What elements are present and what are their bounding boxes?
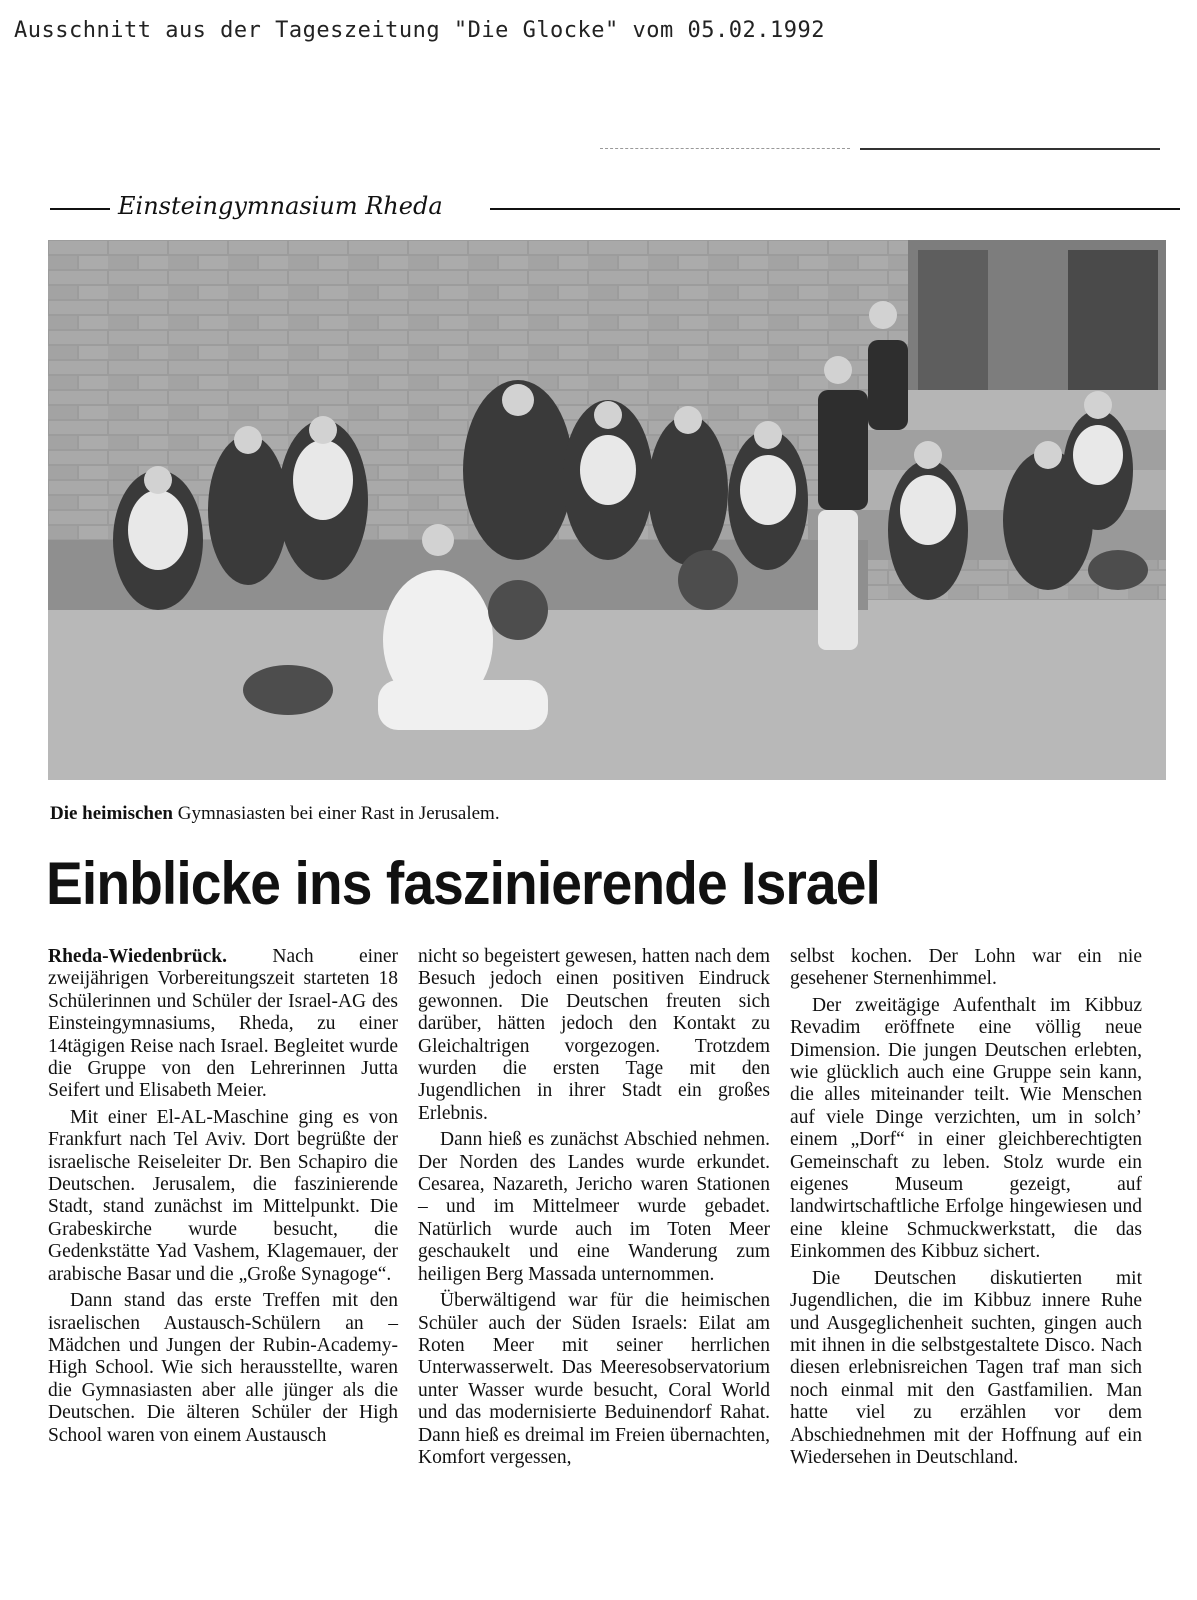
article-column-1 bbox=[48, 946, 398, 1447]
clipping-source-note: Ausschnitt aus der Tageszeitung "Die Glocke" vom 05.02.1992 bbox=[14, 18, 825, 43]
photo-caption bbox=[50, 803, 500, 825]
article-paragraph bbox=[48, 946, 398, 1103]
article-headline: Einblicke ins faszinierende Israel bbox=[46, 850, 880, 917]
section-kicker bbox=[50, 192, 1180, 224]
kicker-rule-right bbox=[490, 208, 1180, 210]
article-paragraph: Überwältigend war für die heimischen Schüler auch der Süden Israels: Eilat am Roten Meer mit seiner herrlichen Unterwasserwelt. Das Meeresobservatorium unter Wasser wurde besucht, Coral World und das modernisierte Beduinendorf Rahat. Dann hieß es dreimal im Freien übernachten, Komfort vergessen, bbox=[418, 1290, 770, 1468]
paragraph-text: Nach einer zweijährigen Vorbereitungszeit starteten 18 Schülerinnen und Schüler der Israel-AG des Einsteingymnasiums, Rheda, zu einer 14tägigen Reise nach Israel. Begleitet wurde die Gruppe von den Lehrerinnen Jutta Seifert und Elisabeth Meier. bbox=[48, 946, 398, 1102]
dateline: Rheda-Wiedenbrück. bbox=[48, 946, 227, 967]
photo-caption-bold: Die heimischen bbox=[50, 803, 173, 824]
kicker-label: Einsteingymnasium Rheda bbox=[118, 192, 443, 220]
article-paragraph: Dann hieß es zunächst Abschied nehmen. Der Norden des Landes wurde erkundet. Cesarea, Nazareth, Jericho waren Stationen – und im Mittelmeer wurde gebadet. Natürlich wurde auch im Toten Meer geschaukelt und eine Wanderung zum heiligen Berg Massada unternommen. bbox=[418, 1129, 770, 1285]
article-column-2 bbox=[418, 946, 770, 1469]
scan-edge-rule bbox=[860, 148, 1160, 150]
photo-caption-rest: Gymnasiasten bei einer Rast in Jerusalem. bbox=[172, 803, 500, 824]
photo-illustration bbox=[48, 240, 1166, 780]
article-paragraph: nicht so begeistert gewesen, hatten nach dem Besuch jedoch einen positiven Eindruck gewonnen. Die Deutschen freuten sich darüber, hätten jedoch den Kontakt zu Gleichaltrigen vorgezogen. Trotzdem wurden die ersten Tage mit den Jugendlichen in ihrer Stadt ein großes Erlebnis. bbox=[418, 946, 770, 1124]
article-column-3 bbox=[790, 946, 1142, 1469]
article-paragraph: Die Deutschen diskutierten mit Jugendlichen, die im Kibbuz innere Ruhe und Ausgeglichenheit suchten, gingen auch mit ihnen in die selbstgestaltete Disco. Nach diesen erlebnisreichen Tagen traf man sich noch einmal mit den Gastfamilien. Man hatte viel zu erzählen vor dem Abschiednehmen mit der Hoffnung auf ein Wiedersehen in Deutschland. bbox=[790, 1267, 1142, 1468]
group-photo bbox=[48, 240, 1166, 780]
article-paragraph: Der zweitägige Aufenthalt im Kibbuz Revadim eröffnete eine völlig neue Dimension. Die jungen Deutschen erlebten, wie glücklich auch eine Gruppe sein kann, die alles miteinander teilt. Wie Menschen auf viele Dinge verzichten, um in solch’ einem „Dorf“ in einer gleichberechtigten Gemeinschaft zu leben. Stolz wurde ein eigenes Museum gezeigt, auf landwirtschaftliche Erfolge hingewiesen und eine kleine Schmuckwerkstatt, die das Einkommen des Kibbuz sichert. bbox=[790, 994, 1142, 1263]
article-paragraph: selbst kochen. Der Lohn war ein nie gesehener Sternenhimmel. bbox=[790, 946, 1142, 990]
kicker-rule-left bbox=[50, 208, 110, 210]
article-paragraph: Mit einer El-AL-Maschine ging es von Frankfurt nach Tel Aviv. Dort begrüßte der israelische Reiseleiter Dr. Ben Schapiro die Deutschen. Jerusalem, die faszinierende Stadt, stand zunächst im Mittelpunkt. Die Grabeskirche wurde besucht, die Gedenkstätte Yad Vashem, Klagemauer, der arabische Basar und die „Große Synagoge“. bbox=[48, 1106, 398, 1285]
article-paragraph: Dann stand das erste Treffen mit den israelischen Austausch-Schülern an – Mädchen und Jungen der Rubin-Academy-High School. Wie sich herausstellte, waren die Gymnasiasten aber alle jünger als die Deutschen. Die älteren Schüler der High School waren von einem Austausch bbox=[48, 1290, 398, 1446]
scan-edge-rule-faint bbox=[600, 148, 850, 149]
